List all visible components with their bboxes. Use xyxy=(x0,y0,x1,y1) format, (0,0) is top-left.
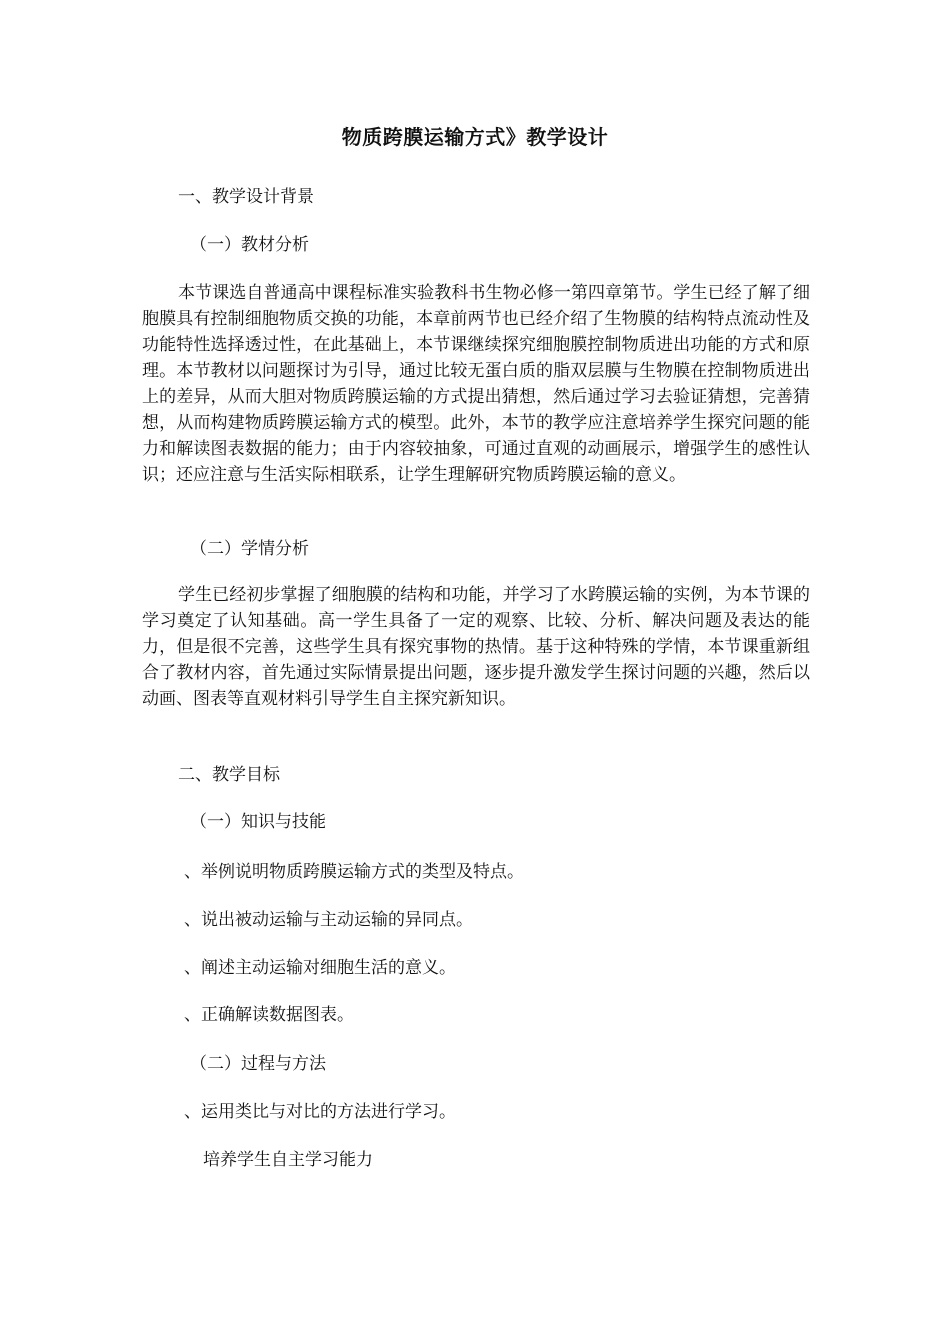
section-heading-teaching-goals: 二、教学目标 xyxy=(178,765,280,785)
list-item: 、说出被动运输与主动运输的异同点。 xyxy=(184,910,473,930)
subsection-heading-student-analysis: （二）学情分析 xyxy=(190,539,309,559)
list-item: 、正确解读数据图表。 xyxy=(184,1005,354,1025)
list-item: 、举例说明物质跨膜运输方式的类型及特点。 xyxy=(184,862,524,882)
section-heading-background: 一、教学设计背景 xyxy=(178,187,314,207)
subsection-heading-process-methods: （二）过程与方法 xyxy=(190,1054,326,1074)
paragraph-student-analysis: 学生已经初步掌握了细胞膜的结构和功能，并学习了水跨膜运输的实例，为本节课的学习奠定了认知基础。高一学生具备了一定的观察、比较、分析、解决问题及表达的能力，但是很不完善，这些学生具有探究事物的热情。基于这种特殊的学情，本节课重新组合了教材内容，首先通过实际情景提出问题，逐步提升激发学生探讨问题的兴趣，然后以动画、图表等直观材料引导学生自主探究新知识。 xyxy=(142,585,810,709)
document-title: 物质跨膜运输方式》教学设计 xyxy=(341,125,609,149)
subsection-heading-knowledge-skills: （一）知识与技能 xyxy=(190,812,326,832)
list-item: 、阐述主动运输对细胞生活的意义。 xyxy=(184,958,456,978)
subsection-heading-textbook-analysis: （一）教材分析 xyxy=(190,235,309,255)
list-item: 培养学生自主学习能力 xyxy=(203,1150,373,1170)
paragraph-textbook-analysis: 本节课选自普通高中课程标准实验教科书生物必修一第四章第节。学生已经了解了细胞膜具有控制细胞物质交换的功能，本章前两节也已经介绍了生物膜的结构特点流动性及功能特性选择透过性，在此基础上，本节课继续探究细胞膜控制物质进出功能的方式和原理。本节教材以问题探讨为引导，通过比较无蛋白质的脂双层膜与生物膜在控制物质进出上的差异，从而大胆对物质跨膜运输的方式提出猜想，然后通过学习去验证猜想，完善猜想，从而构建物质跨膜运输方式的模型。此外，本节的教学应注意培养学生探究问题的能力和解读图表数据的能力；由于内容较抽象，可通过直观的动画展示，增强学生的感性认识；还应注意与生活实际相联系，让学生理解研究物质跨膜运输的意义。 xyxy=(142,283,810,485)
list-item: 、运用类比与对比的方法进行学习。 xyxy=(184,1102,456,1122)
